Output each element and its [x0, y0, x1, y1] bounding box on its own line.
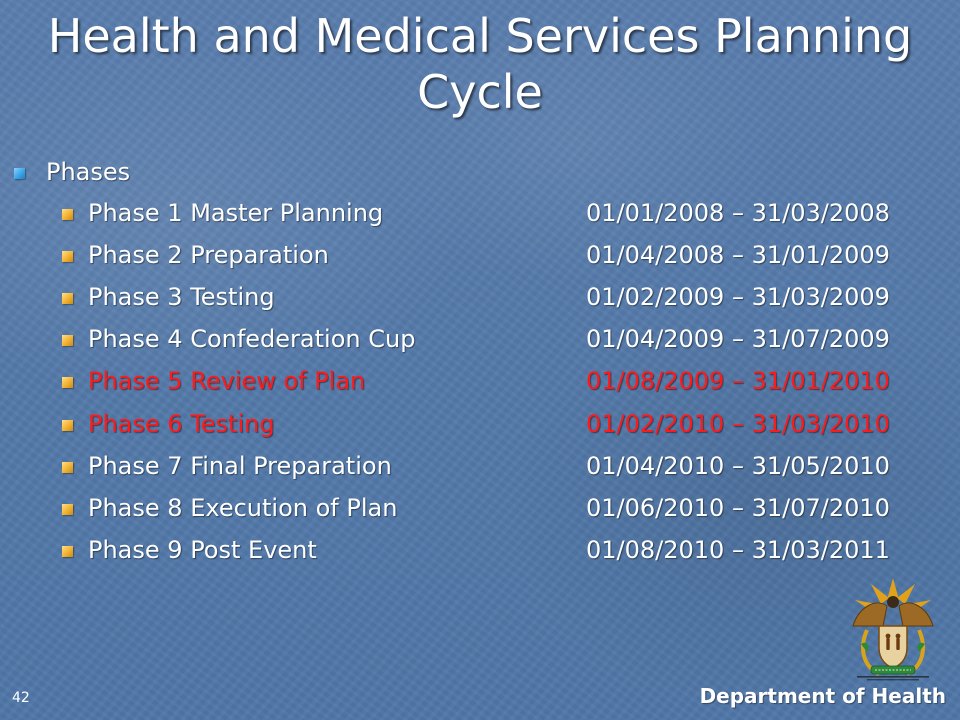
phase-label: Phase 2 Preparation: [88, 241, 329, 269]
phase-dates: 01/08/2009 – 31/01/2010: [586, 367, 890, 395]
phase-dates: 01/04/2008 – 31/01/2009: [586, 241, 890, 269]
square-bullet-icon: [62, 293, 73, 304]
phase-label: Phase 4 Confederation Cup: [88, 325, 416, 353]
phase-dates: 01/02/2010 – 31/03/2010: [586, 410, 890, 438]
department-footer: Department of Health: [699, 684, 946, 708]
phases-heading-label: Phases: [46, 158, 131, 186]
phase-dates: 01/02/2009 – 31/03/2009: [586, 283, 890, 311]
square-bullet-icon: [14, 168, 25, 179]
phase-label: Phase 3 Testing: [88, 283, 275, 311]
phase-label: Phase 9 Post Event: [88, 536, 317, 564]
square-bullet-icon: [62, 462, 73, 473]
phase-label: Phase 1 Master Planning: [88, 199, 384, 227]
phase-label: Phase 8 Execution of Plan: [88, 494, 398, 522]
square-bullet-icon: [62, 335, 73, 346]
slide-title: Health and Medical Services Planning Cycle: [47, 9, 913, 119]
square-bullet-icon: [62, 420, 73, 431]
phase-dates: 01/08/2010 – 31/03/2011: [586, 536, 890, 564]
square-bullet-icon: [62, 504, 73, 515]
page-number: 42: [12, 690, 30, 706]
phase-label: Phase 6 Testing: [88, 410, 275, 438]
phase-dates: 01/04/2009 – 31/07/2009: [586, 325, 890, 353]
phase-dates: 01/01/2008 – 31/03/2008: [586, 199, 890, 227]
square-bullet-icon: [62, 209, 73, 220]
square-bullet-icon: [62, 251, 73, 262]
square-bullet-icon: [62, 546, 73, 557]
phase-dates: 01/06/2010 – 31/07/2010: [586, 494, 890, 522]
coat-of-arms-icon: [843, 570, 943, 682]
phase-dates: 01/04/2010 – 31/05/2010: [586, 452, 890, 480]
phase-label: Phase 7 Final Preparation: [88, 452, 392, 480]
phase-label: Phase 5 Review of Plan: [88, 367, 366, 395]
square-bullet-icon: [62, 377, 73, 388]
